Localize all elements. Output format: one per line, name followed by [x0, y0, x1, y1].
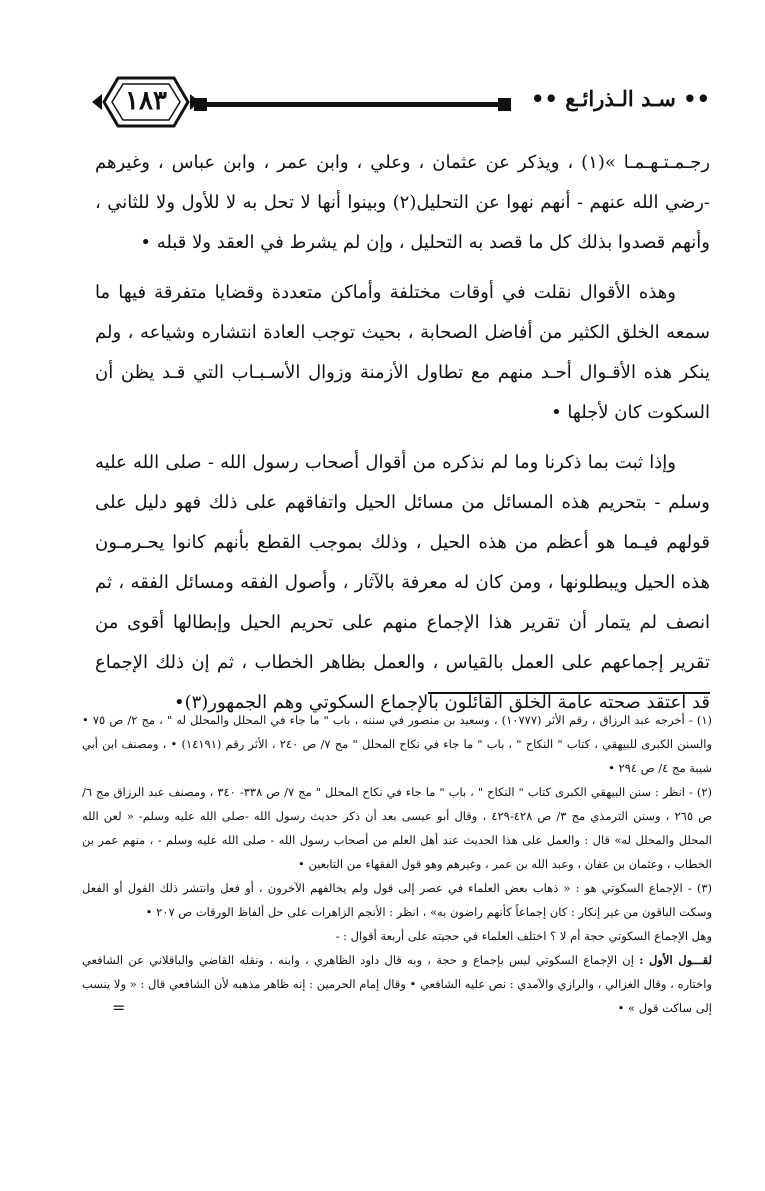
- footnote: (٢) - انظر : سنن البيهقي الكبرى كتاب " النكاح " ، باب " ما جاء في نكاح المحلل " مج ٧/ ص ٣٣٨- ٣٤٠ ، ومصنف عبد الرزاق مج ٦/ ص ٢٦٥ ، وسنن الترمذي مج ٣/ ص ٤٢٨-٤٢٩ ، وقال أبو عيسى بعد أن ذكر حديث رسول الله -صلى الله عليه وسلم- « لعن الله المحلل والمحلل له» قال : والعمل على هذا الحديث عند أهل العلم من أصحاب رسول الله - صلى الله عليه وسلم - ، منهم عمر بن الخطاب ، وعثمان بن عفان ، وعبد الله بن عمر ، وغيرهم وهو قول الفقهاء من التابعين •: [82, 785, 713, 871]
- footnote-opinion: [82, 948, 712, 1020]
- paragraph: وإذا ثبت بما ذكرنا وما لم نذكره من أقوال أصحاب رسول الله - صلى الله عليه وسلم - بتحريم هذه المسائل من مسائل الحيل واتفاقهم على ذلك فهو دليل على قولهم فيـما هو أعظم من هذه الحيل ، وذلك بموجب القطع بأنهم كانوا يحـرمـون هذه الحيل ويبطلونها ، ومن كان له معرفة بالآثار ، وأصول الفقه ومسائل الفقه ، ثم انصف لم يتمار أن تقرير هذا الإجماع منهم على تحريم الحيل وإبطالها أقوى من تقرير إجماعهم على العمل بالقياس ، والعمل بظاهر الخطاب ، ثم إن ذلك الإجماع قد اعتقد صحته عامة الخلق القائلون بالإجماع السكوتي وهم الجمهور(٣)•: [95, 452, 710, 713]
- footnote: وهل الإجماع السكوتي حجة أم لا ؟ اختلف العلماء في حجيته على أربعة أقوال : -: [335, 929, 712, 943]
- footnotes: [82, 708, 712, 1020]
- footnote: (٣) - الإجماع السكوتي هو : « ذهاب بعض العلماء في عصر إلى قول ولم يخالفهم الآخرون ، أو فعل وانتشر ذلك القول أو الفعل وسكت الباقون من غير إنكار : كان إجماعاً كأنهم راضون به» ، انظر : الأنجم الزاهرات على حل ألفاظ الورقات ص ٢٠٧ •: [82, 881, 712, 919]
- page-header: [90, 72, 710, 132]
- paragraph: وهذه الأقوال نقلت في أوقات مختلفة وأماكن متعددة وقضايا متفرقة فيها ما سمعه الخلق الكثير من أفاضل الصحابة ، بحيث توجب العادة انتشاره وشياعه ، ولم ينكر هذه الأقـوال أحـد منهم مع تطاول الأزمنة وزوال الأسـبـاب التي قـد يظن أن السكوت كان لأجلها •: [95, 282, 710, 423]
- footnote-separator: [428, 692, 710, 694]
- main-text: [95, 143, 710, 733]
- running-title: •• سـد الـذرائـع ••: [531, 86, 710, 111]
- paragraph: رجـمـتـهـمـا »(١) ، ويذكر عن عثمان ، وعلي ، وابن عمر ، وابن عباس ، وغيرهم -رضي الله عنهم - أنهم نهوا عن التحليل(٢) وبينوا أنها لا تحل به لا للأول ولا للثاني ، وأنهم قصدوا بذلك كل ما قصد به التحليل ، وإن لم يشرط في العقد ولا قبله •: [95, 152, 711, 253]
- page-number: ١٨٣: [125, 86, 167, 116]
- page-number-frame: [90, 72, 202, 132]
- continuation-mark: =: [112, 998, 126, 1017]
- opinion-label: لقـــول الأول :: [639, 953, 713, 967]
- opinion-text: إن الإجماع السكوتي ليس بإجماع و حجة ، وبه قال داود الظاهري ، وابنه ، ونقله القاضي والباقلاني عن الشافعي واختاره ، وقال الغزالي ، والرازي والآمدي : نص عليه الشافعي • وقال إمام الحرمين : إنه ظاهر مذهبه لأن الشافعي قال : « ولا ينسب إلى ساكت قول » •: [82, 953, 712, 1015]
- header-rule: [200, 102, 505, 107]
- footnote: (١) - أخرجه عبد الرزاق ، رقم الأثر (١٠٧٧٧) ، وسعيد بن منصور في سننه ، باب " ما جاء في المحلل والمحلل له " ، مج ٢/ ص ٧٥ • والسنن الكبرى للبيهقي ، كتاب " النكاح " ، باب " ما جاء في نكاح المحلل " مج ٧/ ص ٢٤٠ ، الأثر رقم (١٤١٩١) • ، ومصنف ابن أبي شيبة مج ٤/ ص ٢٩٤ •: [82, 713, 713, 775]
